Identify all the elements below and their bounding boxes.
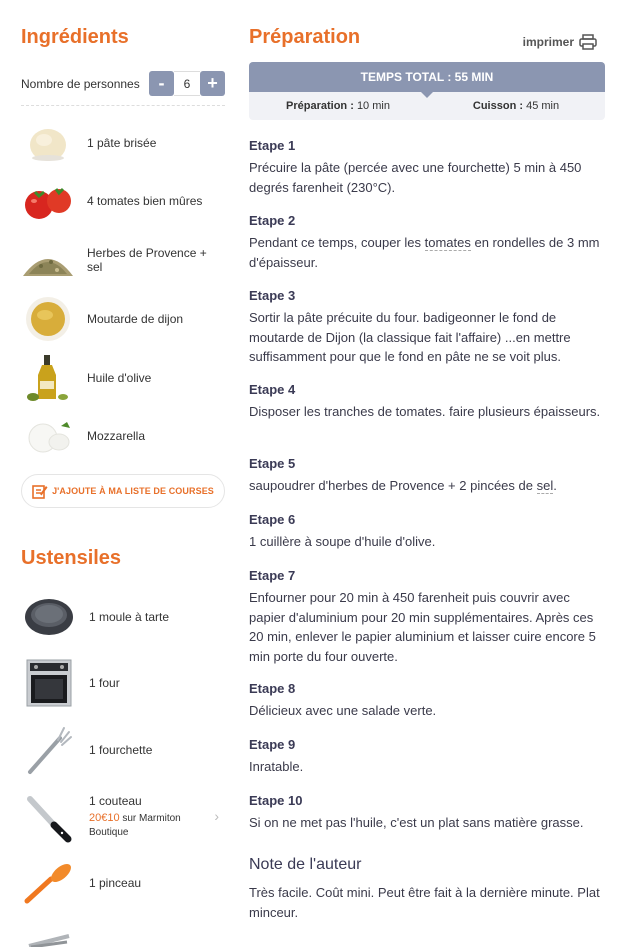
persons-label: Nombre de personnes [21, 77, 140, 91]
ustensil-label: 1 pinceau [89, 876, 142, 890]
fork-icon [21, 722, 77, 778]
ingredient-label: Mozzarella [87, 429, 146, 443]
printer-icon [579, 34, 597, 50]
total-time-label: TEMPS TOTAL : 55 MIN [360, 70, 494, 84]
step-title: Etape 5 [249, 456, 296, 471]
ustensil-item [21, 722, 225, 778]
step [249, 737, 605, 777]
print-button[interactable] [523, 34, 597, 50]
ingredient-label: Herbes de Provence + sel [87, 246, 207, 274]
tomato-icon [21, 177, 75, 225]
step-title: Etape 2 [249, 213, 296, 228]
step-text: Précuire la pâte (percée avec une fourchette) 5 min à 450 degrés farenheit (230°C). [249, 160, 582, 195]
utensil-partial-icon [21, 920, 77, 947]
step [249, 382, 605, 422]
ustensil-label: 1 couteau [89, 794, 142, 808]
step-text: saupoudrer d'herbes de Provence + 2 pincées de sel. [249, 478, 557, 493]
chevron-right-icon[interactable]: › [214, 808, 219, 824]
step [249, 213, 605, 272]
step-title: Etape 3 [249, 288, 296, 303]
knife-shop: Boutique [89, 827, 129, 838]
prep-time-value: 10 min [356, 100, 390, 112]
increase-persons-button[interactable]: + [200, 71, 225, 96]
ustensil-item [21, 855, 225, 911]
cook-time-label: Cuisson : [472, 100, 524, 112]
total-time [249, 62, 605, 92]
step [249, 568, 605, 666]
step-title: Etape 4 [249, 382, 296, 397]
ustensil-label: 1 moule à tarte [89, 610, 170, 624]
knife-info [89, 794, 181, 840]
cook-time [427, 100, 605, 112]
persons-selector [21, 71, 225, 97]
shopping-list-label: J'AJOUTE À MA LISTE DE COURSES [52, 486, 214, 496]
cook-time-value: 45 min [526, 100, 560, 112]
step [249, 138, 605, 197]
dough-icon [21, 119, 75, 167]
ustensil-item-partial [21, 920, 225, 947]
persons-stepper [149, 71, 225, 97]
step-text: Sortir la pâte précuite du four. badigeonner le fond de moutarde de Dijon (la classique fait l'affaire) ...en mettre suffisamment pour que le fond en pâte ne se voit plus. [249, 310, 571, 364]
ingredient-label: Moutarde de dijon [87, 312, 184, 326]
preparation-title: Préparation [249, 26, 361, 48]
tart-pan-icon [21, 589, 77, 645]
shopping-list-icon [32, 483, 48, 499]
step-title: Etape 7 [249, 568, 296, 583]
tomates-link[interactable]: tomates [424, 235, 471, 250]
mozzarella-icon [21, 412, 75, 460]
ingredient-label: 1 pâte brisée [87, 136, 157, 150]
print-label: imprimer [522, 35, 574, 49]
step-title: Etape 6 [249, 512, 296, 527]
step [249, 288, 605, 367]
step-text: Pendant ce temps, couper les tomates en rondelles de 3 mm d'épaisseur. [249, 235, 600, 270]
olive-oil-icon [21, 354, 75, 402]
step-title: Etape 9 [249, 737, 296, 752]
ingredient-item [21, 117, 225, 169]
prep-time-label: Préparation : [286, 100, 354, 112]
step-text: Disposer les tranches de tomates. faire plusieurs épaisseurs. [249, 404, 601, 419]
step-title: Etape 8 [249, 681, 296, 696]
brush-icon [21, 855, 77, 911]
ustensil-item [21, 655, 225, 711]
knife-price: 20€10 [89, 812, 120, 824]
step-text: Inratable. [249, 759, 304, 774]
ingredient-item [21, 175, 225, 227]
persons-value[interactable]: 6 [174, 71, 200, 96]
step-text: 1 cuillère à soupe d'huile d'olive. [249, 534, 436, 549]
ustensil-label: 1 four [89, 676, 120, 690]
ustensil-item [21, 589, 225, 645]
ingredient-label: Huile d'olive [87, 371, 152, 385]
knife-offer[interactable] [89, 811, 181, 840]
ingredients-title: Ingrédients [21, 26, 129, 48]
author-note-text: Très facile. Coût mini. Peut être fait à la dernière minute. Plat minceur. [249, 885, 600, 920]
ingredient-item [21, 234, 225, 286]
step-text: Délicieux avec une salade verte. [249, 703, 437, 718]
time-summary [249, 62, 605, 120]
add-to-shopping-list-button[interactable] [21, 474, 225, 508]
step-title: Etape 10 [249, 793, 303, 808]
mustard-icon [21, 295, 75, 343]
divider [21, 105, 225, 106]
step [249, 681, 605, 721]
step [249, 456, 605, 496]
step-text: Enfourner pour 20 min à 450 farenheit puis couvrir avec papier d'aluminium pour 20 min supplémentaires. Après ces 20 min, enlever le papier aluminium et laisser cuire encore 5 min porte du four ouverte. [249, 590, 596, 664]
ingredient-item [21, 352, 225, 404]
step [249, 512, 605, 552]
decrease-persons-button[interactable]: - [149, 71, 174, 96]
ustensiles-title: Ustensiles [21, 547, 122, 569]
step [249, 793, 605, 833]
ustensil-item-knife[interactable] [21, 790, 225, 850]
oven-icon [21, 655, 77, 711]
ustensil-label: 1 fourchette [89, 743, 153, 757]
herbs-icon [21, 236, 75, 284]
prep-time [249, 100, 427, 112]
ingredient-label: 4 tomates bien mûres [87, 194, 203, 208]
author-note-title: Note de l'auteur [249, 856, 362, 873]
ingredient-item [21, 293, 225, 345]
step-title: Etape 1 [249, 138, 296, 153]
ingredient-item [21, 410, 225, 462]
knife-icon [21, 790, 77, 846]
step-text: Si on ne met pas l'huile, c'est un plat sans matière grasse. [249, 815, 584, 830]
knife-price-suffix: sur Marmiton [122, 813, 181, 824]
sel-link[interactable]: sel [536, 478, 554, 493]
